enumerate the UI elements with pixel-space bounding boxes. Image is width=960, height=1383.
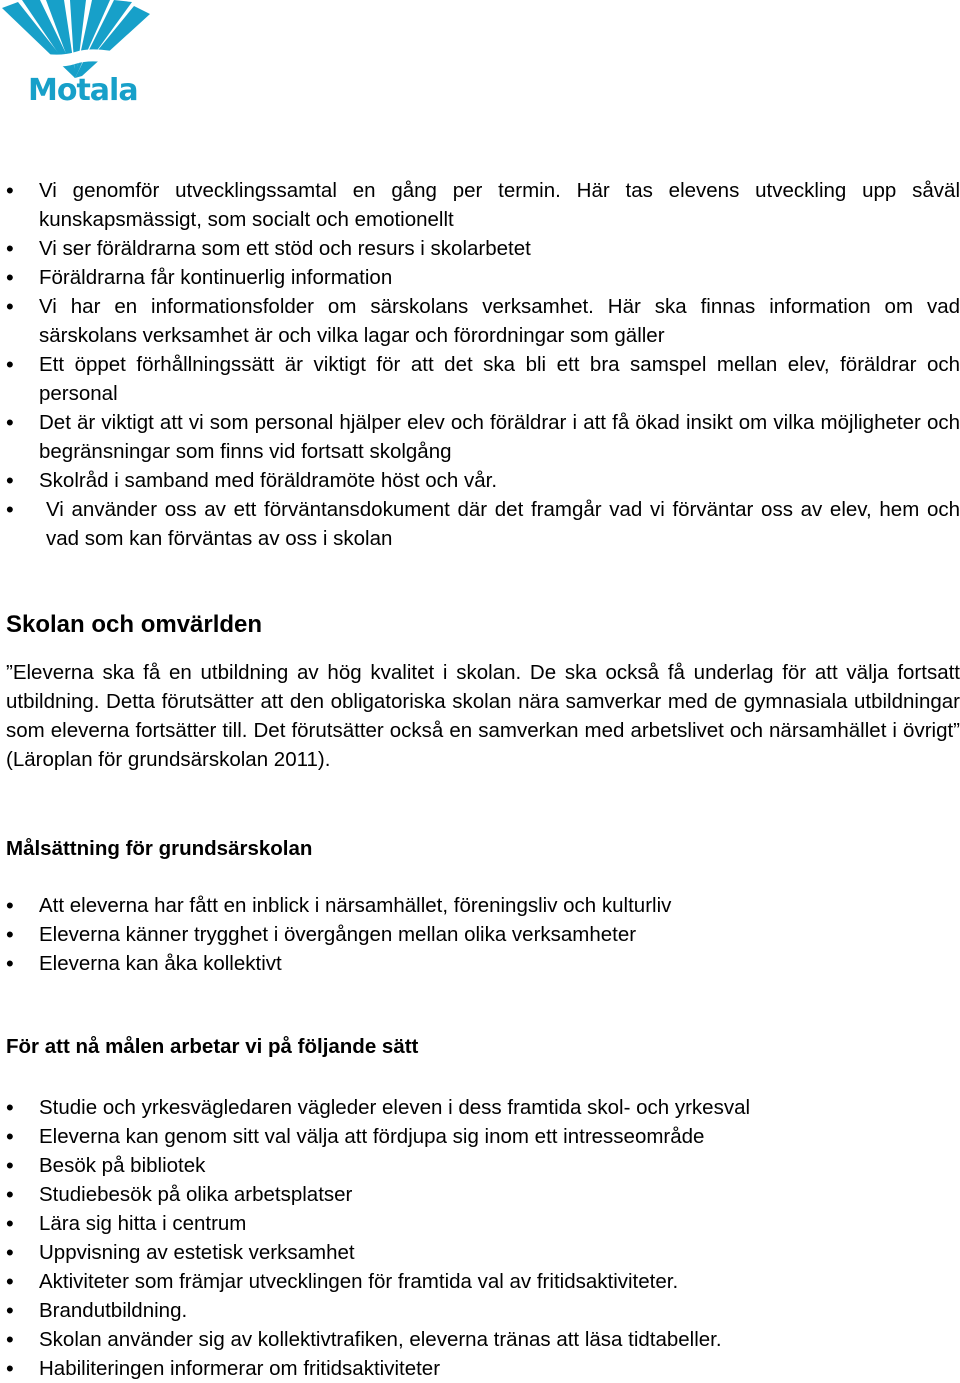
list-item: • Skolråd i samband med föräldramöte höst och vår. <box>6 466 960 495</box>
section-heading-skolan: Skolan och omvärlden <box>6 611 263 638</box>
list-item: • Eleverna kan genom sitt val välja att fördjupa sig inom ett intresseområde <box>6 1122 960 1151</box>
bullet-list-parents <box>6 176 960 553</box>
list-item: • Eleverna känner trygghet i övergången mellan olika verksamheter <box>6 920 960 949</box>
document-body <box>6 176 960 1383</box>
list-item: • Att eleverna har fått en inblick i närsamhället, föreningsliv och kulturliv <box>6 891 960 920</box>
quote-paragraph: ”Eleverna ska få en utbildning av hög kvalitet i skolan. De ska också få underlag för att välja fortsatt utbildning. Detta förutsätter att den obligatoriska skolan nära samverkar med de gymnasiala utbildningar som eleverna fortsätter till. Det förutsätter också en samverkan med arbetslivet och närsamhället i övrigt” (Läroplan för grundsärskolan 2011). <box>6 661 960 771</box>
list-item: • Uppvisning av estetisk verksamhet <box>6 1238 960 1267</box>
list-item: • Lära sig hitta i centrum <box>6 1209 960 1238</box>
motala-logo <box>0 0 150 112</box>
list-item: • Studiebesök på olika arbetsplatser <box>6 1180 960 1209</box>
list-item: • Habiliteringen informerar om fritidsaktiviteter <box>6 1354 960 1383</box>
list-item: • Föräldrarna får kontinuerlig information <box>6 263 960 292</box>
list-item: • Det är viktigt att vi som personal hjälper elev och föräldrar i att få ökad insikt om vilka möjligheter och begränsningar som finns vid fortsatt skolgång <box>6 408 960 466</box>
list-item: • Brandutbildning. <box>6 1296 960 1325</box>
list-item: • Studie och yrkesvägledaren vägleder eleven i dess framtida skol- och yrkesval <box>6 1093 960 1122</box>
list-item: • Vi ser föräldrarna som ett stöd och resurs i skolarbetet <box>6 234 960 263</box>
fan-shell-icon <box>0 0 150 80</box>
list-item: • Besök på bibliotek <box>6 1151 960 1180</box>
logo-wordmark: Motala <box>28 73 138 108</box>
list-item: • Skolan använder sig av kollektivtrafiken, eleverna tränas att läsa tidtabeller. <box>6 1325 960 1354</box>
list-item: • Vi genomför utvecklingssamtal en gång per termin. Här tas elevens utveckling upp såväl kunskapsmässigt, som socialt och emotionellt <box>6 176 960 234</box>
list-item: • Eleverna kan åka kollektivt <box>6 949 960 978</box>
bullet-list-methods <box>6 1093 960 1383</box>
list-item: • Vi använder oss av ett förväntansdokument där det framgår vad vi förväntar oss av elev, hem och vad som kan förväntas av oss i skolan <box>6 495 960 553</box>
section-heading-arbetssatt: För att nå målen arbetar vi på följande sätt <box>6 1035 419 1058</box>
list-item: • Ett öppet förhållningssätt är viktigt för att det ska bli ett bra samspel mellan elev, föräldrar och personal <box>6 350 960 408</box>
bullet-list-goals <box>6 891 960 978</box>
list-item: • Aktiviteter som främjar utvecklingen för framtida val av fritidsaktiviteter. <box>6 1267 960 1296</box>
list-item: • Vi har en informationsfolder om särskolans verksamhet. Här ska finnas information om vad särskolans verksamhet är och vilka lagar och förordningar som gäller <box>6 292 960 350</box>
section-heading-malsattning: Målsättning för grundsärskolan <box>6 837 313 860</box>
